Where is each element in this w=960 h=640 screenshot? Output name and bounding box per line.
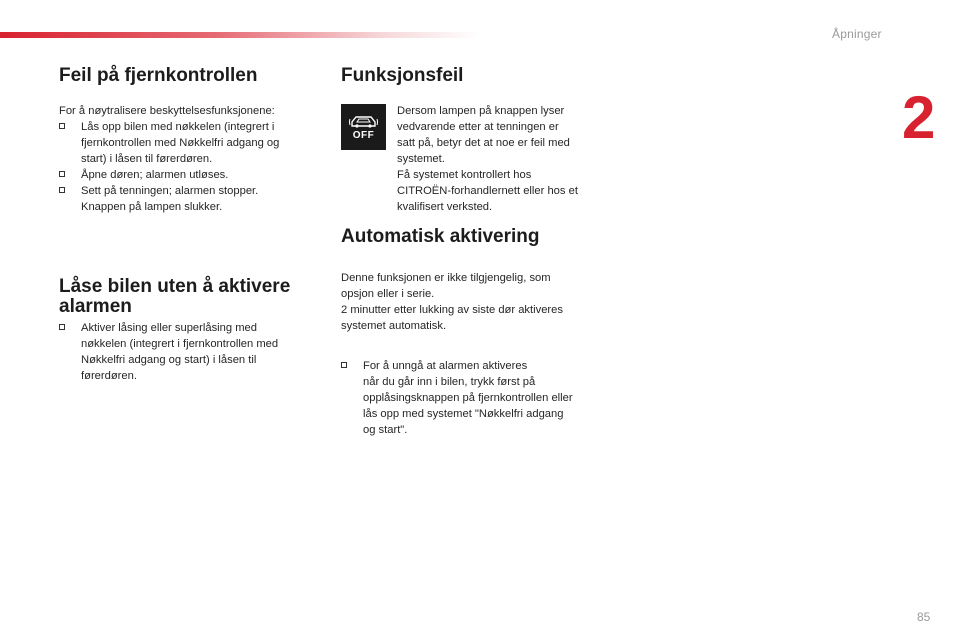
funksjonsfeil-line-5: Få systemet kontrollert hos [397, 169, 532, 181]
chapter-number: 2 [902, 84, 936, 151]
bullet-marker [59, 171, 65, 177]
heading-laase-bilen [59, 277, 290, 317]
funksjonsfeil-line-2: vedvarende etter at tenningen er [397, 121, 559, 133]
automatisk-tip [341, 358, 621, 438]
funksjonsfeil-line-4: systemet. [397, 153, 445, 165]
automatisk-tip-line-5: og start". [363, 424, 408, 436]
car-alarm-icon [349, 113, 378, 129]
bullet-marker [59, 123, 65, 129]
heading-laase-line-2: alarmen [59, 295, 132, 317]
feil-step-1-line-2: fjernkontrollen med Nøkkelfri adgang og [81, 137, 280, 149]
bullet-marker [341, 362, 347, 368]
feil-step-1 [59, 119, 319, 167]
feil-step-3 [59, 183, 319, 215]
laase-step-1-line-1: Aktiver låsing eller superlåsing med [81, 322, 257, 334]
automatisk-tip-line-1: For å unngå at alarmen aktiveres [363, 360, 528, 372]
bullet-marker [59, 324, 65, 330]
funksjonsfeil-text [397, 103, 578, 215]
feil-step-3-line-2: Knappen på lampen slukker. [81, 201, 223, 213]
alarm-off-icon [341, 104, 386, 150]
automatisk-line-1: Denne funksjonen er ikke tilgjengelig, som [341, 272, 551, 284]
automatisk-tip-line-3: opplåsingsknappen på fjernkontrollen eller [363, 392, 573, 404]
page-number: 85 [917, 610, 931, 624]
feil-step-2-line-1: Åpne døren; alarmen utløses. [81, 169, 229, 181]
automatisk-tip-line-2: når du går inn i bilen, trykk først på [363, 376, 536, 388]
bullet-marker [59, 187, 65, 193]
laase-step-1-line-2: nøkkelen (integrert i fjernkontrollen med [81, 338, 279, 350]
heading-feil-paa-fjernkontrollen: Feil på fjernkontrollen [59, 65, 258, 86]
funksjonsfeil-line-3: satt på, betyr det at noe er feil med [397, 137, 570, 149]
header-accent-bar [0, 32, 480, 38]
heading-laase-line-1: Låse bilen uten å aktivere [59, 276, 291, 297]
alarm-off-label: OFF [352, 130, 375, 141]
automatisk-line-4: systemet automatisk. [341, 320, 447, 332]
funksjonsfeil-line-7: kvalifisert verksted. [397, 201, 493, 213]
section-label: Åpninger [832, 27, 882, 41]
funksjonsfeil-line-1: Dersom lampen på knappen lyser [397, 105, 565, 117]
automatisk-line-2: opsjon eller i serie. [341, 288, 435, 300]
feil-step-1-line-3: start) i låsen til førerdøren. [81, 153, 213, 165]
feil-intro: For å nøytralisere beskyttelsesfunksjonene: [59, 105, 275, 117]
funksjonsfeil-line-6: CITROËN-forhandlernett eller hos et [397, 185, 578, 197]
automatisk-text [341, 270, 563, 334]
feil-step-1-line-1: Lås opp bilen med nøkkelen (integrert i [81, 121, 275, 133]
automatisk-tip-line-4: lås opp med systemet "Nøkkelfri adgang [363, 408, 564, 420]
feil-step-2 [59, 167, 319, 183]
laase-step-1 [59, 320, 329, 384]
laase-step-1-line-4: førerdøren. [81, 370, 137, 382]
feil-step-3-line-1: Sett på tenningen; alarmen stopper. [81, 185, 259, 197]
heading-automatisk-aktivering: Automatisk aktivering [341, 226, 540, 247]
automatisk-line-3: 2 minutter etter lukking av siste dør aktiveres [341, 304, 563, 316]
heading-funksjonsfeil: Funksjonsfeil [341, 65, 464, 86]
laase-step-1-line-3: Nøkkelfri adgang og start) i låsen til [81, 354, 257, 366]
